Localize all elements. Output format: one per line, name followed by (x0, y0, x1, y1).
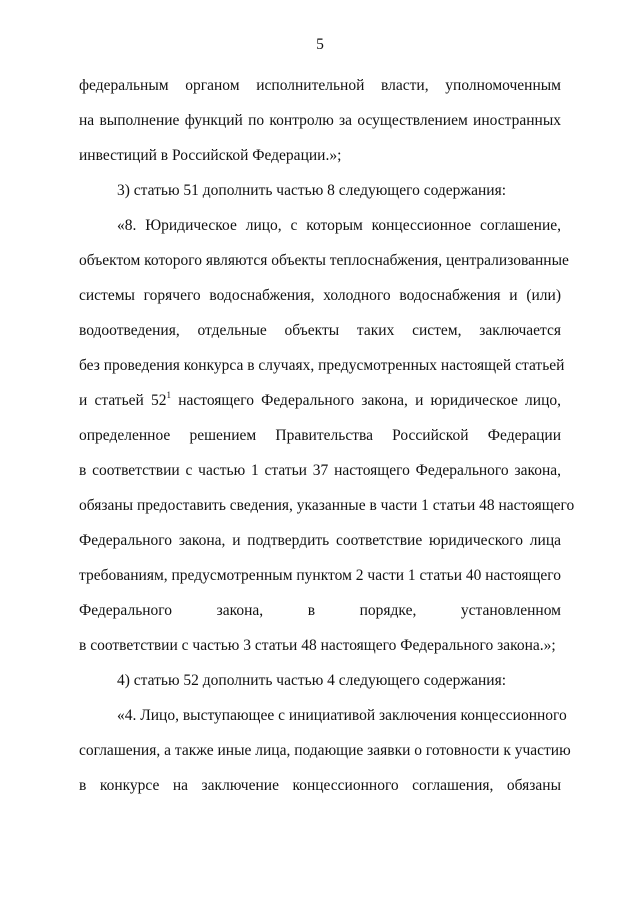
text-line: Федерального закона, и подтвердить соответствие юридического лица (79, 532, 561, 549)
text-line: обязаны предоставить сведения, указанные в части 1 статьи 48 настоящего (79, 497, 575, 514)
text-line: водоотведения, отдельные объекты таких систем, заключается (79, 322, 561, 339)
text-line: в конкурсе на заключение концессионного соглашения, обязаны (79, 777, 561, 794)
text-fragment: настоящего Федерального закона, и юридическое лицо, (178, 392, 561, 409)
page-number: 5 (316, 36, 324, 53)
text-line: в соответствии с частью 1 статьи 37 настоящего Федерального закона, (79, 462, 561, 479)
text-line: объектом которого являются объекты теплоснабжения, централизованные (79, 252, 569, 269)
list-item-4: 4) статью 52 дополнить частью 4 следующего содержания: (117, 672, 507, 689)
text-line: системы горячего водоснабжения, холодного водоснабжения и (или) (79, 287, 561, 304)
text-line: федеральным органом исполнительной власти, уполномоченным (79, 77, 561, 94)
text-line: «8. Юридическое лицо, с которым концессионное соглашение, (117, 217, 561, 234)
text-line: Федерального закона, в порядке, установленном (79, 602, 561, 619)
text-line: без проведения конкурса в случаях, предусмотренных настоящей статьей (79, 357, 565, 374)
text-line: в соответствии с частью 3 статьи 48 настоящего Федерального закона.»; (79, 637, 556, 654)
text-line: требованиям, предусмотренным пунктом 2 части 1 статьи 40 настоящего (79, 567, 561, 584)
text-line: инвестиций в Российской Федерации.»; (79, 147, 342, 164)
text-fragment: и статьей 52 (79, 392, 167, 409)
text-line: соглашения, а также иные лица, подающие заявки о готовности к участию (79, 742, 571, 759)
text-line: на выполнение функций по контролю за осуществлением иностранных (79, 112, 561, 129)
text-line: «4. Лицо, выступающее с инициативой заключения концессионного (117, 707, 567, 724)
superscript: 1 (166, 390, 172, 400)
list-item-3: 3) статью 51 дополнить частью 8 следующего содержания: (117, 182, 507, 199)
text-line: определенное решением Правительства Российской Федерации (79, 427, 561, 444)
text-line-with-superscript (79, 391, 561, 411)
